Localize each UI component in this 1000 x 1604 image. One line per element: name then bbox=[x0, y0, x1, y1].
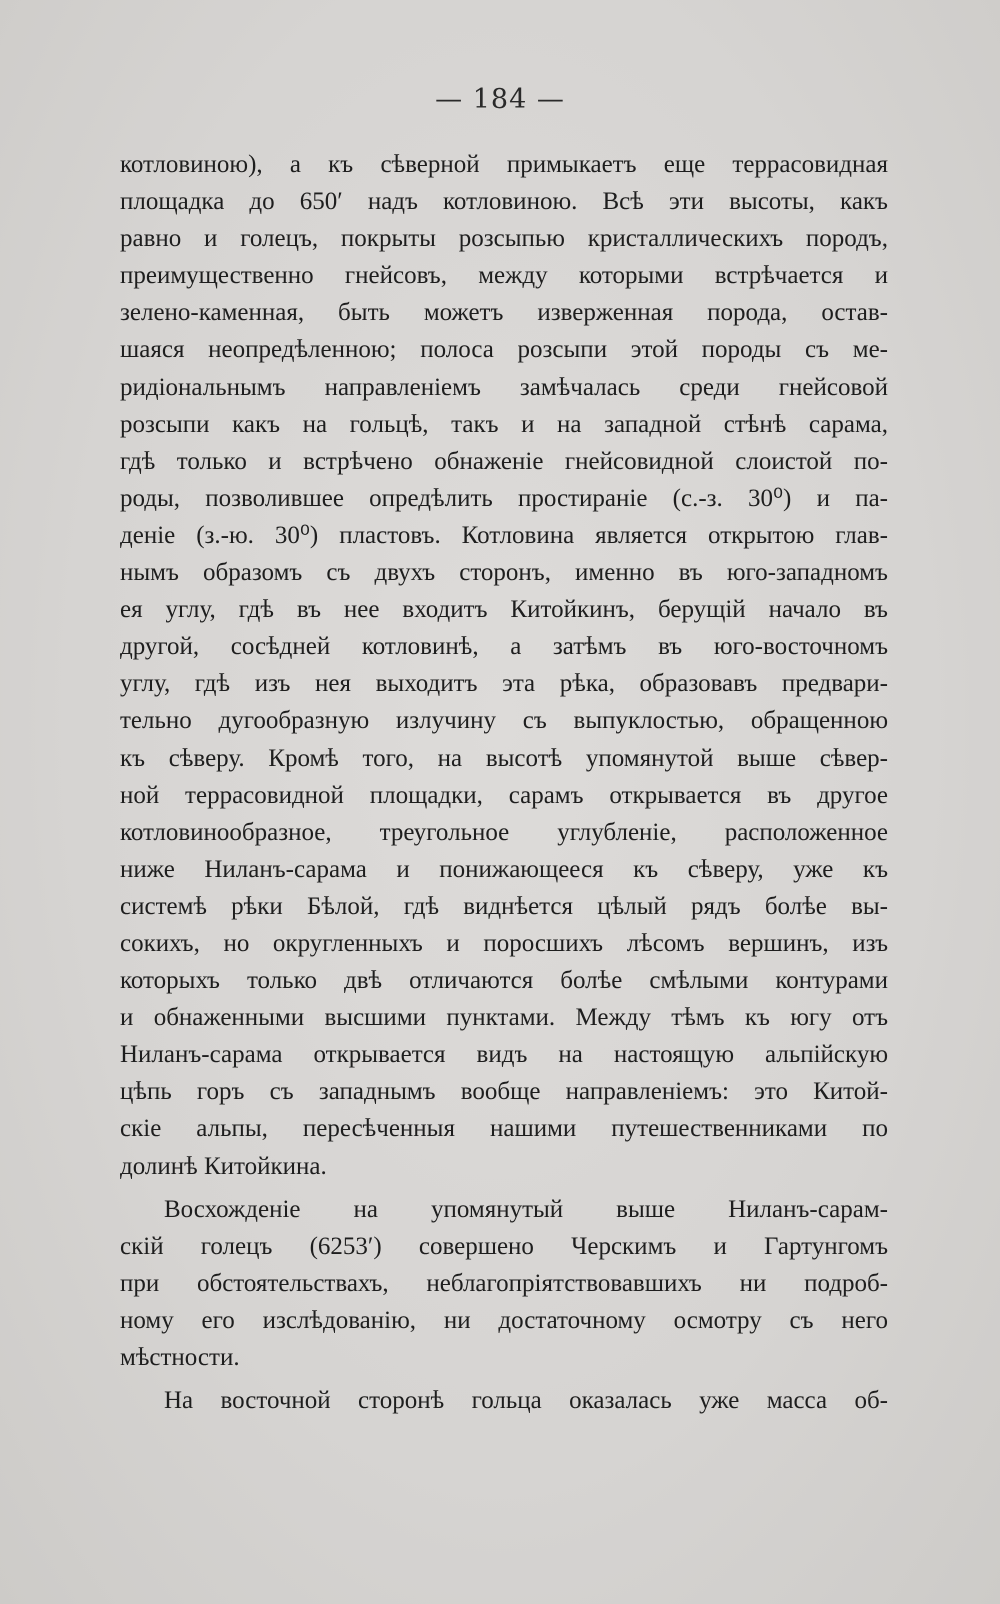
text-line: розсыпи какъ на гольцѣ, такъ и на западной стѣнѣ сарама, bbox=[120, 410, 888, 438]
text-line: деніе (з.-ю. 30⁰) пластовъ. Котловина является открытою глав- bbox=[120, 521, 888, 549]
text-line: системѣ рѣки Бѣлой, гдѣ виднѣется цѣлый рядъ болѣе вы- bbox=[120, 892, 888, 920]
text-line: скій голецъ (6253′) совершено Черскимъ и Гартунгомъ bbox=[120, 1232, 888, 1260]
text-line: Восхожденіе на упомянутый выше Ниланъ-сарам- bbox=[164, 1195, 888, 1223]
text-line: ной террасовидной площадки, сарамъ открывается въ другое bbox=[120, 781, 888, 809]
text-line: зелено-каменная, быть можетъ изверженная порода, остав- bbox=[120, 299, 888, 327]
text-line: равно и голецъ, покрыты розсыпью кристаллическихъ породъ, bbox=[120, 225, 888, 253]
text-line: роды, позволившее опредѣлить простираніе (с.-з. 30⁰) и па- bbox=[120, 484, 888, 512]
text-line: ея углу, гдѣ въ нее входитъ Китойкинъ, берущій начало въ bbox=[120, 596, 888, 624]
text-line: ридіональнымъ направленіемъ замѣчалась среди гнейсовой bbox=[120, 373, 888, 401]
text-line: къ сѣверу. Кромѣ того, на высотѣ упомянутой выше сѣвер- bbox=[120, 744, 888, 772]
text-line: преимущественно гнейсовъ, между которыми встрѣчается и bbox=[120, 262, 888, 290]
text-line: углу, гдѣ изъ нея выходитъ эта рѣка, образовавъ предвари- bbox=[120, 670, 888, 698]
text-line: На восточной сторонѣ гольца оказалась уже масса об- bbox=[164, 1387, 888, 1415]
paragraph-2 bbox=[120, 1191, 888, 1376]
text-line: сокихъ, но округленныхъ и поросшихъ лѣсомъ вершинъ, изъ bbox=[120, 929, 888, 957]
text-line: Ниланъ-сарама открывается видъ на настоящую альпійскую bbox=[120, 1041, 888, 1069]
text-line: котловиною), а къ сѣверной примыкаетъ еще террасовидная bbox=[120, 151, 888, 178]
text-line: скіе альпы, пересѣченныя нашими путешественниками по bbox=[120, 1115, 888, 1143]
text-line: цѣпь горъ съ западнымъ вообще направленіемъ: это Китой- bbox=[120, 1078, 888, 1106]
body-text bbox=[120, 146, 888, 1419]
text-line: другой, сосѣдней котловинѣ, а затѣмъ въ юго-восточномъ bbox=[120, 633, 888, 661]
paragraph-1 bbox=[120, 146, 888, 1185]
text-line: и обнаженными высшими пунктами. Между тѣмъ къ югу отъ bbox=[120, 1004, 888, 1032]
text-line: ниже Ниланъ-сарама и понижающееся къ сѣверу, уже къ bbox=[120, 855, 888, 883]
text-line: гдѣ только и встрѣчено обнаженіе гнейсовидной слоистой по- bbox=[120, 447, 888, 475]
text-line: которыхъ только двѣ отличаются болѣе смѣлыми контурами bbox=[120, 967, 888, 995]
text-line: ному его изслѣдованію, ни достаточному осмотру съ него bbox=[120, 1306, 888, 1334]
paragraph-3 bbox=[120, 1382, 888, 1419]
text-line: площадка до 650′ надъ котловиною. Всѣ эти высоты, какъ bbox=[120, 188, 888, 216]
text-line: котловинообразное, треугольное углубленіе, расположенное bbox=[120, 818, 888, 846]
text-line: шаяся неопредѣленною; полоса розсыпи этой породы съ ме- bbox=[120, 336, 888, 364]
page-number: — 184 — bbox=[435, 84, 565, 115]
text-line: долинѣ Китойкина. bbox=[120, 1152, 327, 1180]
text-line: нымъ образомъ съ двухъ сторонъ, именно въ юго-западномъ bbox=[120, 559, 888, 587]
text-line: тельно дугообразную излучину съ выпуклостью, обращенною bbox=[120, 707, 888, 735]
text-line: мѣстности. bbox=[120, 1344, 240, 1371]
text-line: при обстоятельствахъ, неблагопріятствовавшихъ ни подроб- bbox=[120, 1269, 888, 1297]
